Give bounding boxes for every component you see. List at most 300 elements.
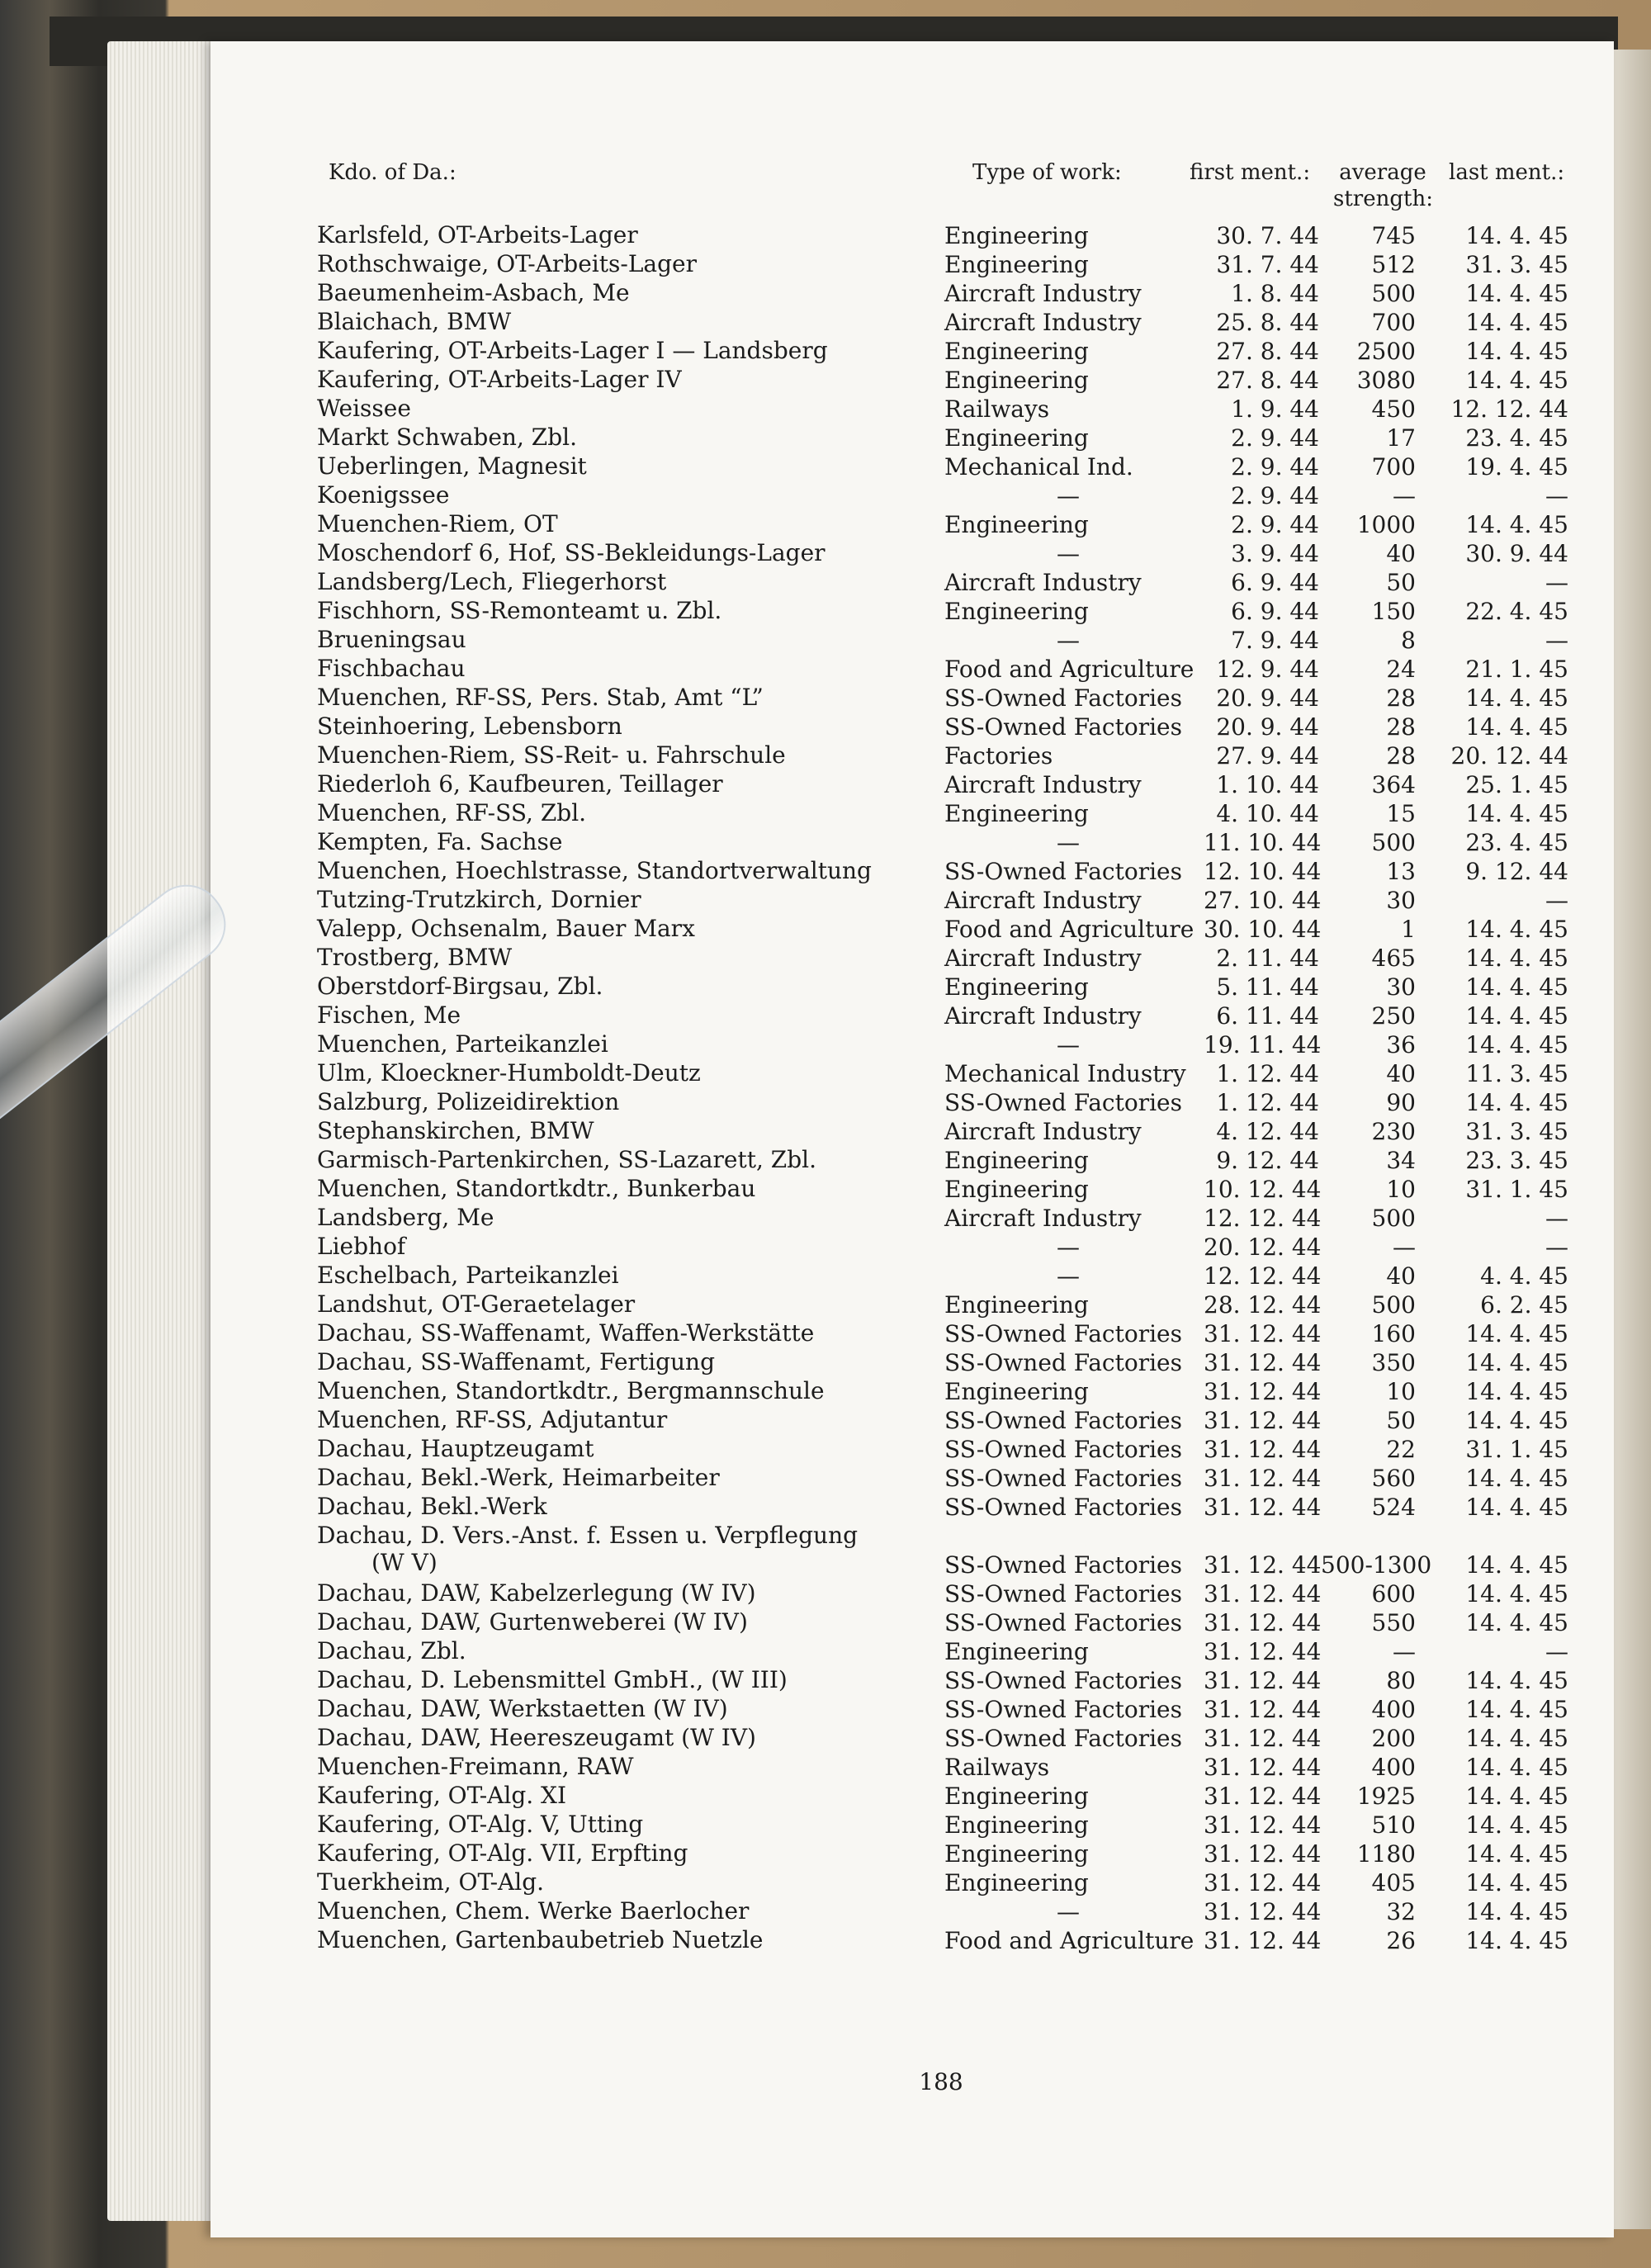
cell-last-mention: 31. 3. 45 xyxy=(1465,251,1568,278)
cell-type-of-work: — xyxy=(1057,1031,1080,1058)
cell-average-strength: 745 xyxy=(1371,222,1416,249)
cell-average-strength: 500 xyxy=(1371,280,1416,307)
cell-average-strength: 160 xyxy=(1371,1320,1416,1347)
cell-place-text: Moschendorf 6, Hof, SS-Bekleidungs-Lager xyxy=(317,539,826,566)
cell-first-mention: 5. 11. 44 xyxy=(1216,973,1319,1001)
cell-last-mention: 14. 4. 45 xyxy=(1465,800,1568,827)
cell-last-mention: 14. 4. 45 xyxy=(1465,1002,1568,1030)
cell-place xyxy=(317,1695,944,1722)
cell-last-mention: 14. 4. 45 xyxy=(1465,511,1568,538)
cell-type-of-work: SS-Owned Factories xyxy=(944,1436,1182,1463)
cell-place-text: Tuerkheim, OT-Alg. xyxy=(317,1868,545,1896)
table-row xyxy=(0,1204,1651,1233)
cell-average-strength: 230 xyxy=(1371,1118,1416,1145)
cell-average-strength: 40 xyxy=(1386,1060,1416,1087)
header-average-line1: average xyxy=(1339,160,1426,185)
cell-place-text: Tutzing-Trutzkirch, Dornier xyxy=(317,886,641,913)
cell-average-strength: 28 xyxy=(1386,742,1416,769)
cell-place-text: Trostberg, BMW xyxy=(317,944,513,971)
cell-type-of-work: Mechanical Ind. xyxy=(944,453,1133,481)
table-row xyxy=(0,1724,1651,1753)
table-row xyxy=(0,337,1651,366)
cell-last-mention: 14. 4. 45 xyxy=(1465,684,1568,712)
cell-place xyxy=(317,1493,944,1520)
cell-average-strength: 3080 xyxy=(1356,367,1416,394)
cell-average-strength: 90 xyxy=(1386,1089,1416,1116)
cell-place xyxy=(317,626,944,653)
cell-type-of-work: Engineering xyxy=(944,1176,1089,1203)
cell-average-strength: 200 xyxy=(1371,1725,1416,1752)
cell-place xyxy=(317,973,944,1000)
cell-place xyxy=(317,1175,944,1202)
table-row xyxy=(0,1637,1651,1666)
table-row xyxy=(0,857,1651,886)
cell-place-text: Salzburg, Polizeidirektion xyxy=(317,1088,620,1115)
cell-place-text: Kaufering, OT-Arbeits-Lager IV xyxy=(317,366,682,393)
cell-place xyxy=(317,1868,944,1896)
cell-place-text: Fischen, Me xyxy=(317,1001,461,1029)
table-row xyxy=(0,1117,1651,1146)
table-row xyxy=(0,1319,1651,1348)
cell-place-text: Stephanskirchen, BMW xyxy=(317,1117,594,1144)
cell-place xyxy=(317,308,944,335)
cell-type-of-work: SS-Owned Factories xyxy=(944,1465,1182,1492)
table-row xyxy=(0,1175,1651,1204)
cell-type-of-work: SS-Owned Factories xyxy=(944,1494,1182,1521)
cell-average-strength: 36 xyxy=(1386,1031,1416,1058)
cell-place-text: Garmisch-Partenkirchen, SS-Lazarett, Zbl. xyxy=(317,1146,817,1173)
cell-last-mention: 31. 1. 45 xyxy=(1465,1176,1568,1203)
table-row xyxy=(0,1782,1651,1811)
cell-place-text: Muenchen-Riem, SS-Reit- u. Fahrschule xyxy=(317,741,786,769)
cell-type-of-work: Factories xyxy=(944,742,1053,769)
table-row xyxy=(0,221,1651,250)
cell-place xyxy=(317,799,944,826)
cell-first-mention: 31. 12. 44 xyxy=(1204,1551,1322,1579)
cell-place-text: Valepp, Ochsenalm, Bauer Marx xyxy=(317,915,695,942)
cell-first-mention: 1. 8. 44 xyxy=(1231,280,1319,307)
cell-place-text: Dachau, DAW, Heereszeugamt (W IV) xyxy=(317,1724,756,1751)
cell-last-mention: 20. 12. 44 xyxy=(1450,742,1568,769)
cell-place-text: Oberstdorf-Birgsau, Zbl. xyxy=(317,973,603,1000)
cell-place-text: Dachau, Hauptzeugamt xyxy=(317,1435,594,1462)
cell-place xyxy=(317,684,944,711)
cell-average-strength: 400 xyxy=(1371,1696,1416,1723)
table-row xyxy=(0,915,1651,944)
cell-last-mention: 14. 4. 45 xyxy=(1465,1754,1568,1781)
cell-average-strength: 40 xyxy=(1386,540,1416,567)
cell-first-mention: 31. 12. 44 xyxy=(1204,1725,1322,1752)
cell-first-mention: 31. 12. 44 xyxy=(1204,1436,1322,1463)
cell-average-strength: 450 xyxy=(1371,395,1416,423)
cell-type-of-work: SS-Owned Factories xyxy=(944,1580,1182,1607)
cell-last-mention: 21. 1. 45 xyxy=(1465,656,1568,683)
cell-place-text: Kaufering, OT-Alg. XI xyxy=(317,1782,567,1809)
cell-type-of-work: Aircraft Industry xyxy=(944,569,1142,596)
cell-last-mention: 14. 4. 45 xyxy=(1465,1407,1568,1434)
table-row xyxy=(0,1059,1651,1088)
table-row xyxy=(0,452,1651,481)
table-row xyxy=(0,828,1651,857)
cell-last-mention: 14. 4. 45 xyxy=(1465,1609,1568,1636)
table-row xyxy=(0,1464,1651,1493)
cell-type-of-work: Engineering xyxy=(944,1378,1089,1405)
cell-place-text: Dachau, SS-Waffenamt, Waffen-Werkstätte xyxy=(317,1319,815,1347)
cell-place-text: Muenchen, RF-SS, Zbl. xyxy=(317,799,587,826)
table-row xyxy=(0,395,1651,424)
cell-type-of-work: Food and Agriculture xyxy=(944,656,1194,683)
cell-place-text: Liebhof xyxy=(317,1233,406,1260)
table-row xyxy=(0,770,1651,799)
cell-type-of-work: SS-Owned Factories xyxy=(944,1696,1182,1723)
cell-place-continuation: (W V) xyxy=(371,1549,438,1576)
cell-type-of-work: Engineering xyxy=(944,1840,1089,1868)
cell-average-strength: 500 xyxy=(1371,1205,1416,1232)
cell-type-of-work: Aircraft Industry xyxy=(944,1205,1142,1232)
cell-last-mention: 14. 4. 45 xyxy=(1465,916,1568,943)
cell-type-of-work: Engineering xyxy=(944,251,1089,278)
cell-type-of-work: Engineering xyxy=(944,338,1089,365)
cell-first-mention: 31. 12. 44 xyxy=(1204,1494,1322,1521)
table-row xyxy=(0,1811,1651,1839)
table-row xyxy=(0,1146,1651,1175)
header-type-of-work: Type of work: xyxy=(972,160,1122,185)
cell-last-mention: 14. 4. 45 xyxy=(1465,1551,1568,1579)
cell-place xyxy=(317,452,944,480)
cell-first-mention: 31. 12. 44 xyxy=(1204,1754,1322,1781)
cell-first-mention: 31. 7. 44 xyxy=(1216,251,1319,278)
cell-first-mention: 2. 9. 44 xyxy=(1231,482,1319,509)
cell-place xyxy=(317,1753,944,1780)
cell-average-strength: 465 xyxy=(1371,945,1416,972)
cell-type-of-work: Aircraft Industry xyxy=(944,280,1142,307)
cell-place xyxy=(317,828,944,855)
cell-average-strength: 1000 xyxy=(1356,511,1416,538)
cell-first-mention: 20. 12. 44 xyxy=(1204,1233,1322,1261)
cell-first-mention: 3. 9. 44 xyxy=(1231,540,1319,567)
cell-first-mention: 31. 12. 44 xyxy=(1204,1349,1322,1376)
table-row xyxy=(0,481,1651,510)
cell-place xyxy=(317,1059,944,1087)
cell-last-mention: 14. 4. 45 xyxy=(1465,1465,1568,1492)
table-row xyxy=(0,1377,1651,1406)
cell-type-of-work: Engineering xyxy=(944,1783,1089,1810)
cell-place xyxy=(317,1117,944,1144)
cell-type-of-work: Engineering xyxy=(944,598,1089,625)
cell-place-text: Muenchen, RF-SS, Pers. Stab, Amt “L” xyxy=(317,684,764,711)
cell-place-text: Muenchen, Chem. Werke Baerlocher xyxy=(317,1897,750,1925)
cell-last-mention: — xyxy=(1545,1233,1568,1261)
table-row xyxy=(0,510,1651,539)
cell-place-text: Ulm, Kloeckner-Humboldt-Deutz xyxy=(317,1059,701,1087)
cell-average-strength: 22 xyxy=(1386,1436,1416,1463)
cell-last-mention: 22. 4. 45 xyxy=(1465,598,1568,625)
cell-average-strength: 405 xyxy=(1371,1869,1416,1896)
cell-place-text: Fischbachau xyxy=(317,655,466,682)
table-row xyxy=(0,366,1651,395)
cell-first-mention: 31. 12. 44 xyxy=(1204,1927,1322,1954)
cell-first-mention: 31. 12. 44 xyxy=(1204,1320,1322,1347)
cell-type-of-work: Engineering xyxy=(944,1291,1089,1319)
cell-last-mention: 19. 4. 45 xyxy=(1465,453,1568,481)
table-row xyxy=(0,684,1651,713)
cell-place-text: Karlsfeld, OT-Arbeits-Lager xyxy=(317,221,638,249)
cell-place xyxy=(317,1464,944,1491)
table-row xyxy=(0,1406,1651,1435)
cell-first-mention: 31. 12. 44 xyxy=(1204,1638,1322,1665)
cell-first-mention: 30. 7. 44 xyxy=(1216,222,1319,249)
cell-first-mention: 4. 10. 44 xyxy=(1216,800,1319,827)
cell-place-text: Kempten, Fa. Sachse xyxy=(317,828,563,855)
cell-place-text: Muenchen, Parteikanzlei xyxy=(317,1030,608,1058)
cell-type-of-work: Engineering xyxy=(944,1811,1089,1839)
cell-last-mention: 14. 4. 45 xyxy=(1465,1494,1568,1521)
cell-average-strength: 50 xyxy=(1386,1407,1416,1434)
cell-type-of-work: — xyxy=(1057,829,1080,856)
cell-type-of-work: SS-Owned Factories xyxy=(944,1407,1182,1434)
cell-last-mention: 14. 4. 45 xyxy=(1465,973,1568,1001)
cell-place xyxy=(317,1782,944,1809)
table-row xyxy=(0,655,1651,684)
cell-first-mention: 27. 10. 44 xyxy=(1204,887,1322,914)
table-row xyxy=(0,1233,1651,1262)
cell-place-text: Koenigssee xyxy=(317,481,450,509)
cell-average-strength: — xyxy=(1393,482,1416,509)
cell-place xyxy=(317,1030,944,1058)
cell-place xyxy=(317,770,944,798)
cell-first-mention: 19. 11. 44 xyxy=(1204,1031,1322,1058)
cell-place-text: Baeumenheim-Asbach, Me xyxy=(317,279,630,306)
cell-first-mention: 31. 12. 44 xyxy=(1204,1696,1322,1723)
cell-place xyxy=(317,1839,944,1867)
cell-last-mention: 23. 4. 45 xyxy=(1465,424,1568,452)
cell-place-text: Muenchen, Hoechlstrasse, Standortverwaltung xyxy=(317,857,872,884)
cell-average-strength: 500 xyxy=(1371,1291,1416,1319)
cell-place xyxy=(317,1897,944,1925)
table-row xyxy=(0,1088,1651,1117)
cell-average-strength: 40 xyxy=(1386,1262,1416,1290)
cell-first-mention: 20. 9. 44 xyxy=(1216,713,1319,741)
cell-last-mention: 14. 4. 45 xyxy=(1465,1089,1568,1116)
cell-place xyxy=(317,597,944,624)
cell-last-mention: 14. 4. 45 xyxy=(1465,1696,1568,1723)
table-row xyxy=(0,1608,1651,1637)
cell-place xyxy=(317,481,944,509)
cell-type-of-work: SS-Owned Factories xyxy=(944,713,1182,741)
cell-first-mention: 20. 9. 44 xyxy=(1216,684,1319,712)
cell-last-mention: 14. 4. 45 xyxy=(1465,713,1568,741)
cell-first-mention: 27. 9. 44 xyxy=(1216,742,1319,769)
cell-average-strength: 30 xyxy=(1386,887,1416,914)
cell-first-mention: 31. 12. 44 xyxy=(1204,1465,1322,1492)
cell-type-of-work: Engineering xyxy=(944,222,1089,249)
cell-place xyxy=(317,1001,944,1029)
cell-first-mention: 25. 8. 44 xyxy=(1216,309,1319,336)
cell-average-strength: 250 xyxy=(1371,1002,1416,1030)
cell-first-mention: 31. 12. 44 xyxy=(1204,1667,1322,1694)
cell-average-strength: 26 xyxy=(1386,1927,1416,1954)
cell-type-of-work: — xyxy=(1057,1262,1080,1290)
table-row xyxy=(0,626,1651,655)
cell-last-mention: 14. 4. 45 xyxy=(1465,1783,1568,1810)
table-row xyxy=(0,1030,1651,1059)
cell-last-mention: 14. 4. 45 xyxy=(1465,1927,1568,1954)
cell-place-text: Landshut, OT-Geraetelager xyxy=(317,1290,636,1318)
cell-last-mention: — xyxy=(1545,887,1568,914)
cell-place xyxy=(317,510,944,537)
cell-type-of-work: Engineering xyxy=(944,424,1089,452)
cell-first-mention: 1. 10. 44 xyxy=(1216,771,1319,798)
cell-last-mention: 9. 12. 44 xyxy=(1465,858,1568,885)
cell-first-mention: 6. 9. 44 xyxy=(1231,598,1319,625)
cell-first-mention: 1. 12. 44 xyxy=(1216,1089,1319,1116)
cell-place-text: Muenchen-Freimann, RAW xyxy=(317,1753,634,1780)
cell-average-strength: 15 xyxy=(1386,800,1416,827)
cell-average-strength: 50 xyxy=(1386,569,1416,596)
table-row xyxy=(0,1897,1651,1926)
cell-last-mention: 14. 4. 45 xyxy=(1465,1320,1568,1347)
cell-first-mention: 1. 12. 44 xyxy=(1216,1060,1319,1087)
cell-place xyxy=(317,1522,944,1576)
cell-place-text: Muenchen, Standortkdtr., Bunkerbau xyxy=(317,1175,756,1202)
cell-last-mention: 23. 3. 45 xyxy=(1465,1147,1568,1174)
cell-last-mention: 14. 4. 45 xyxy=(1465,1580,1568,1607)
cell-last-mention: 23. 4. 45 xyxy=(1465,829,1568,856)
table-row xyxy=(0,1493,1651,1522)
cell-last-mention: 30. 9. 44 xyxy=(1465,540,1568,567)
page-number: 188 xyxy=(919,2068,963,2095)
header-average-strength xyxy=(1333,159,1432,212)
cell-place xyxy=(317,1811,944,1838)
cell-place-text: Dachau, D. Lebensmittel GmbH., (W III) xyxy=(317,1666,788,1693)
cell-first-mention: 27. 8. 44 xyxy=(1216,367,1319,394)
cell-place-text: Landsberg, Me xyxy=(317,1204,494,1231)
cell-first-mention: 2. 11. 44 xyxy=(1216,945,1319,972)
table-row xyxy=(0,1522,1651,1579)
cell-average-strength: 510 xyxy=(1371,1811,1416,1839)
table-row xyxy=(0,1579,1651,1608)
header-average-line2: strength: xyxy=(1333,187,1433,211)
table-row xyxy=(0,1926,1651,1955)
cell-place-text: Kaufering, OT-Arbeits-Lager I — Landsberg xyxy=(317,337,828,364)
table-row xyxy=(0,250,1651,279)
cell-average-strength: 500 xyxy=(1371,829,1416,856)
cell-average-strength: 524 xyxy=(1371,1494,1416,1521)
header-kdo: Kdo. of Da.: xyxy=(329,160,457,185)
table-row xyxy=(0,1839,1651,1868)
cell-place-text: Dachau, Bekl.-Werk xyxy=(317,1493,547,1520)
cell-average-strength: 150 xyxy=(1371,598,1416,625)
cell-type-of-work: Aircraft Industry xyxy=(944,945,1142,972)
cell-type-of-work: — xyxy=(1057,627,1080,654)
cell-place-text: Landsberg/Lech, Fliegerhorst xyxy=(317,568,667,595)
cell-place-text: Brueningsau xyxy=(317,626,466,653)
cell-place-text: Weissee xyxy=(317,395,411,422)
table-row xyxy=(0,1435,1651,1464)
cell-place-text: Muenchen-Riem, OT xyxy=(317,510,558,537)
cell-last-mention: 25. 1. 45 xyxy=(1465,771,1568,798)
cell-place xyxy=(317,221,944,249)
cell-type-of-work: — xyxy=(1057,1233,1080,1261)
cell-place xyxy=(317,539,944,566)
cell-first-mention: 12. 10. 44 xyxy=(1204,858,1322,885)
cell-place-text: Blaichach, BMW xyxy=(317,308,512,335)
cell-first-mention: 10. 12. 44 xyxy=(1204,1176,1322,1203)
cell-place xyxy=(317,1088,944,1115)
cell-place xyxy=(317,741,944,769)
cell-place-text: Dachau, D. Vers.-Anst. f. Essen u. Verpflegung xyxy=(317,1522,859,1549)
cell-type-of-work: Engineering xyxy=(944,1638,1089,1665)
cell-last-mention: 14. 4. 45 xyxy=(1465,1667,1568,1694)
cell-first-mention: 2. 9. 44 xyxy=(1231,424,1319,452)
cell-type-of-work: Railways xyxy=(944,395,1050,423)
cell-first-mention: 31. 12. 44 xyxy=(1204,1783,1322,1810)
cell-place xyxy=(317,1290,944,1318)
cell-last-mention: 14. 4. 45 xyxy=(1465,1811,1568,1839)
cell-average-strength: 80 xyxy=(1386,1667,1416,1694)
cell-first-mention: 30. 10. 44 xyxy=(1204,916,1322,943)
cell-last-mention: — xyxy=(1545,1205,1568,1232)
cell-type-of-work: Aircraft Industry xyxy=(944,1118,1142,1145)
cell-first-mention: 2. 9. 44 xyxy=(1231,511,1319,538)
cell-place-text: Rothschwaige, OT-Arbeits-Lager xyxy=(317,250,698,277)
table-row xyxy=(0,1348,1651,1377)
cell-last-mention: 14. 4. 45 xyxy=(1465,1840,1568,1868)
cell-place xyxy=(317,655,944,682)
cell-place xyxy=(317,250,944,277)
cell-type-of-work: — xyxy=(1057,1898,1080,1925)
cell-place xyxy=(317,1377,944,1404)
cell-average-strength: 28 xyxy=(1386,684,1416,712)
cell-average-strength: 550 xyxy=(1371,1609,1416,1636)
cell-place xyxy=(317,1579,944,1607)
cell-place-text: Kaufering, OT-Alg. VII, Erpfting xyxy=(317,1839,688,1867)
table-row xyxy=(0,568,1651,597)
cell-average-strength: 700 xyxy=(1371,309,1416,336)
table-row xyxy=(0,973,1651,1001)
cell-place xyxy=(317,1435,944,1462)
cell-type-of-work: SS-Owned Factories xyxy=(944,1725,1182,1752)
table-row xyxy=(0,308,1651,337)
cell-type-of-work: Engineering xyxy=(944,1869,1089,1896)
cell-place xyxy=(317,915,944,942)
cell-place-text: Ueberlingen, Magnesit xyxy=(317,452,587,480)
table-row xyxy=(0,539,1651,568)
cell-place xyxy=(317,886,944,913)
table-row xyxy=(0,1290,1651,1319)
cell-average-strength: 364 xyxy=(1371,771,1416,798)
cell-place xyxy=(317,1666,944,1693)
cell-type-of-work: Aircraft Industry xyxy=(944,771,1142,798)
cell-type-of-work: Aircraft Industry xyxy=(944,887,1142,914)
cell-place xyxy=(317,713,944,740)
cell-type-of-work: SS-Owned Factories xyxy=(944,1320,1182,1347)
cell-last-mention: 14. 4. 45 xyxy=(1465,367,1568,394)
cell-average-strength: 400 xyxy=(1371,1754,1416,1781)
cell-first-mention: 12. 12. 44 xyxy=(1204,1205,1322,1232)
cell-average-strength: 1 xyxy=(1401,916,1416,943)
table-row xyxy=(0,799,1651,828)
cell-type-of-work: Aircraft Industry xyxy=(944,309,1142,336)
cell-first-mention: 1. 9. 44 xyxy=(1231,395,1319,423)
cell-last-mention: 14. 4. 45 xyxy=(1465,309,1568,336)
cell-type-of-work: SS-Owned Factories xyxy=(944,1349,1182,1376)
cell-first-mention: 31. 12. 44 xyxy=(1204,1609,1322,1636)
cell-average-strength: — xyxy=(1393,1233,1416,1261)
cell-average-strength: 560 xyxy=(1371,1465,1416,1492)
cell-last-mention: 14. 4. 45 xyxy=(1465,945,1568,972)
cell-type-of-work: Engineering xyxy=(944,973,1089,1001)
